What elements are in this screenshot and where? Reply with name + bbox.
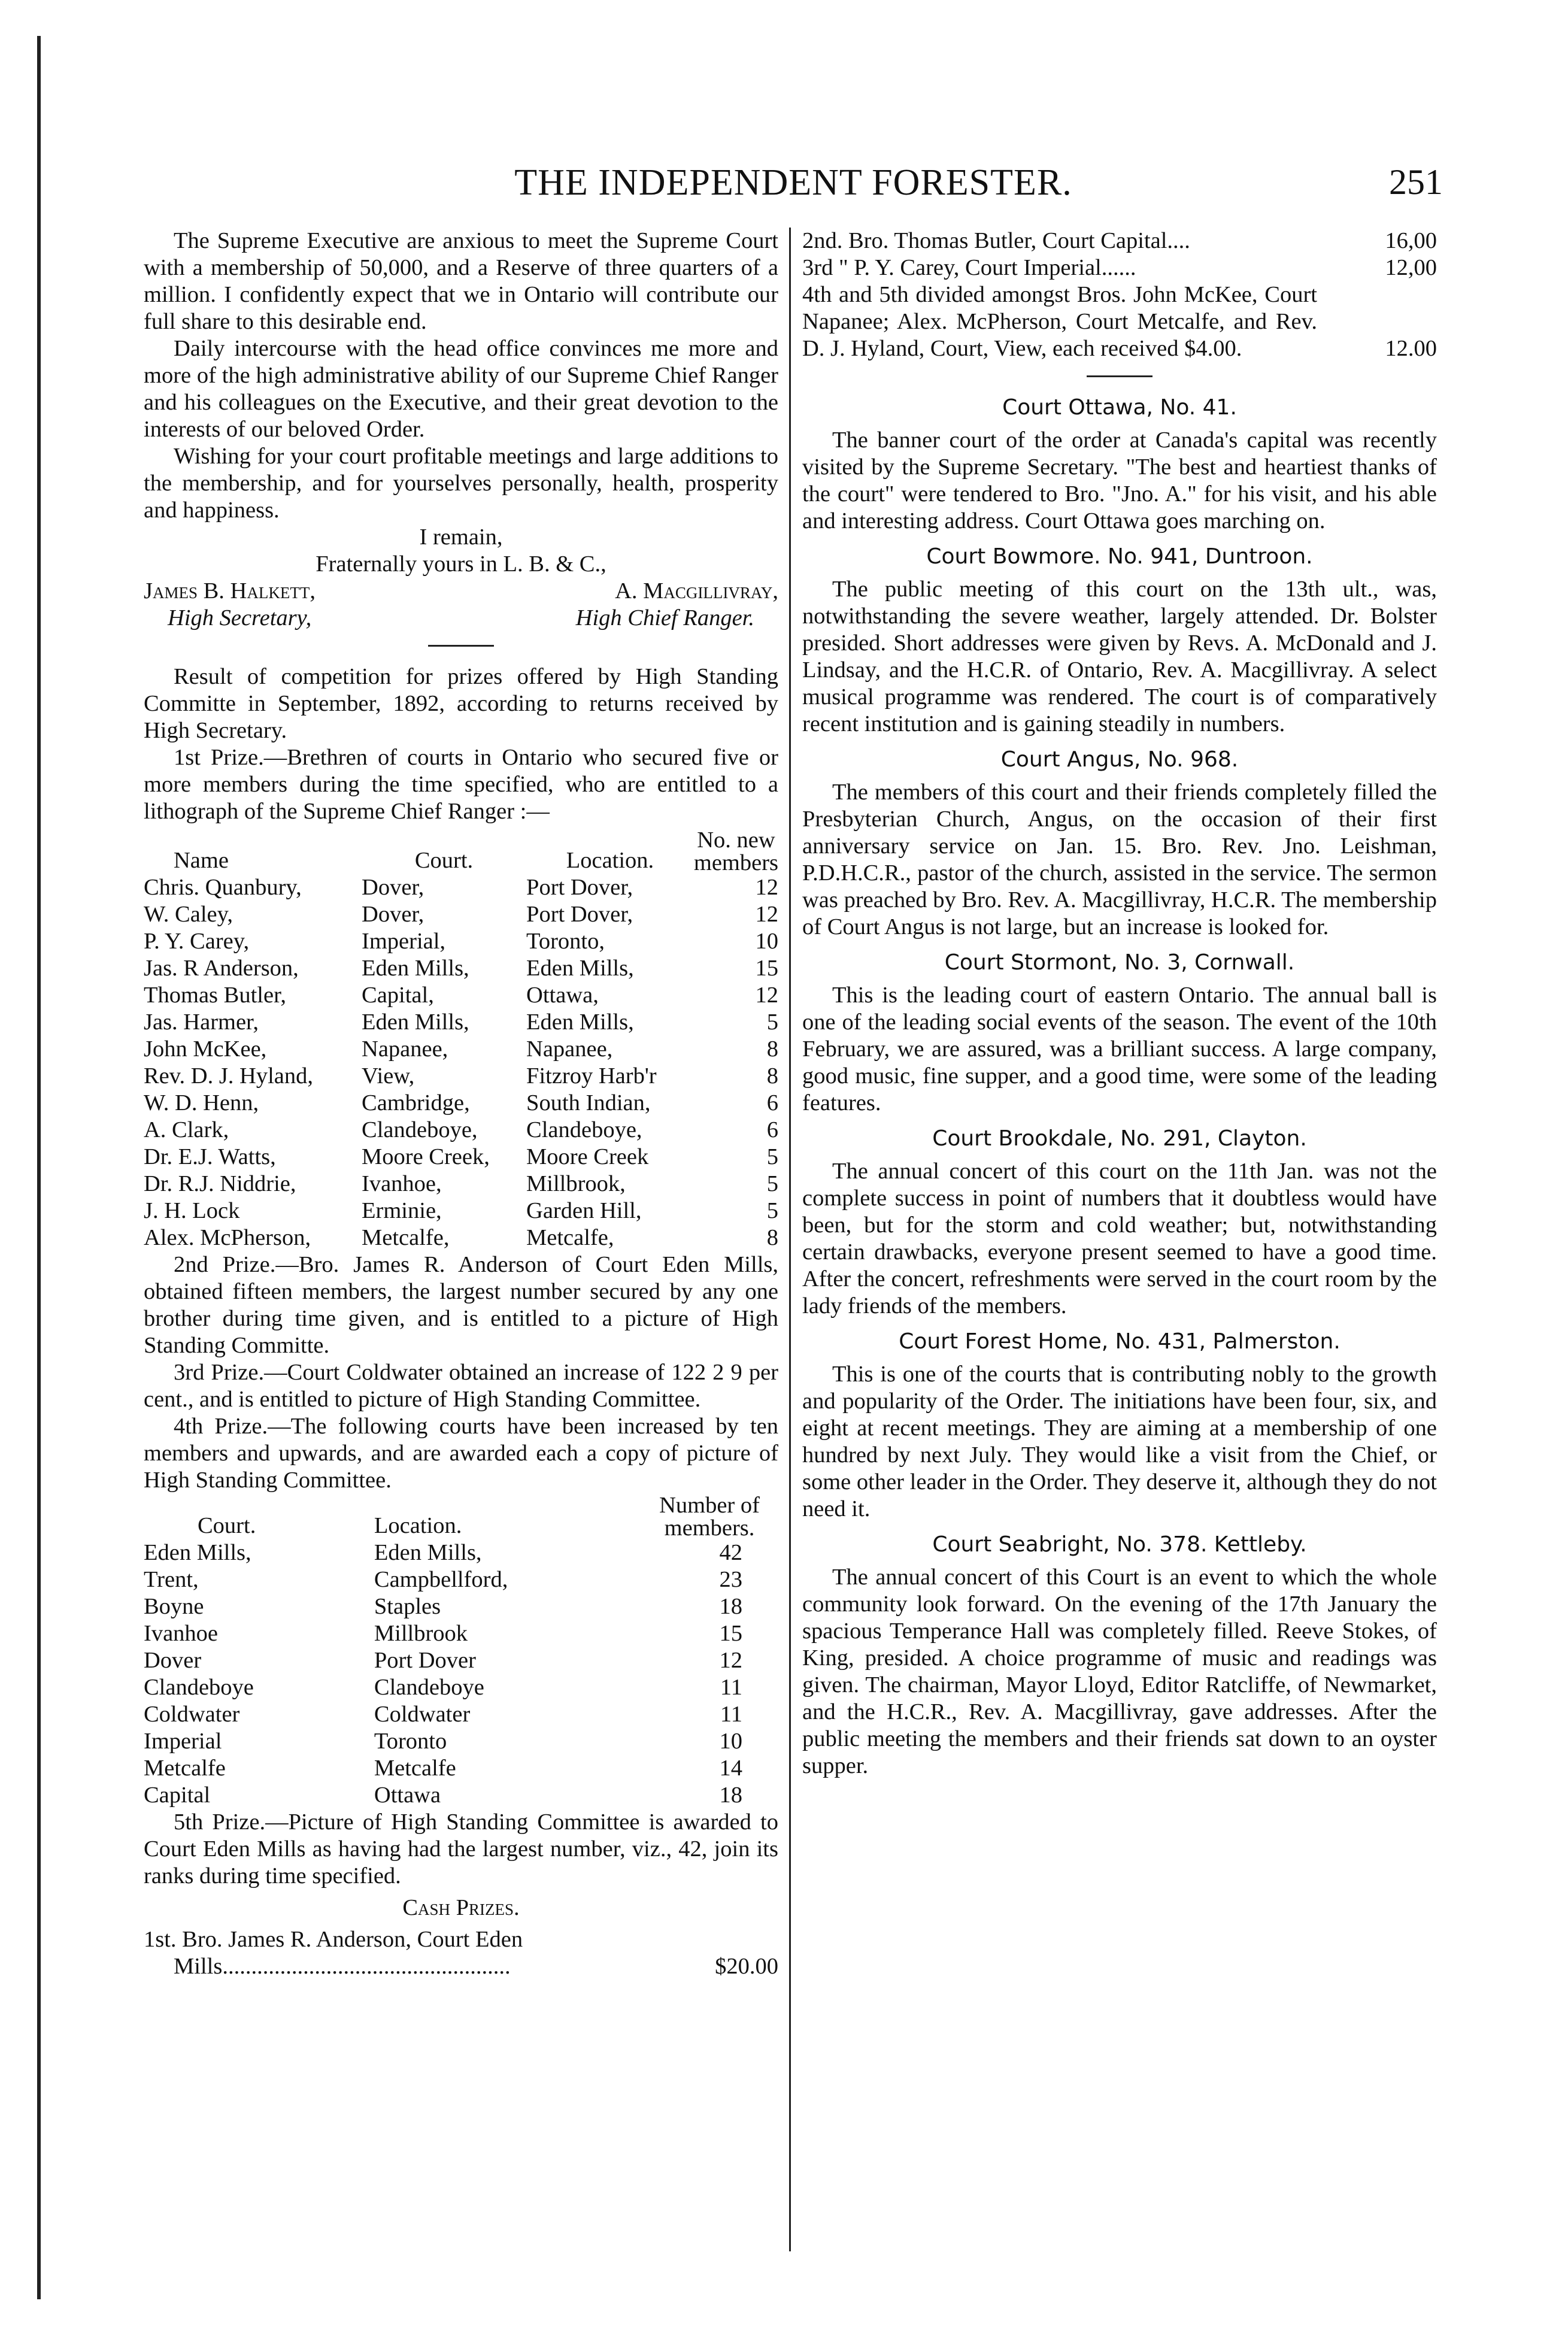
cash-prize-amount: 12.00: [1385, 336, 1437, 361]
winner-location: Port Dover,: [526, 902, 633, 927]
winner-court: Eden Mills,: [362, 1010, 469, 1035]
winner-count: 6: [766, 1090, 778, 1116]
winner-location: Moore Creek: [526, 1144, 649, 1169]
paragraph: The members of this court and their friends completely filled the Presbyterian Church, Angus, on the occasion of their first anniversary service on Jan. 15. Bro. Rev. Jno. Leishman, P.D.H.C.R., pastor of the church, assisted in the service. The sermon was preached by Bro. Rev. A. Macgillivray, H.C.R. The membership of Court Angus is not large, but an increase is looked for.: [802, 780, 1437, 939]
winner-location: Toronto,: [526, 929, 605, 954]
winner-name: Rev. D. J. Hyland,: [144, 1063, 314, 1089]
paragraph: Wishing for your court profitable meetings and large additions to the membership, and for yourselves personally, health, prosperity and happiness.: [144, 444, 778, 523]
closing-remain: I remain,: [419, 525, 503, 550]
table-row: [144, 955, 778, 982]
court-members: 10: [719, 1729, 742, 1754]
winner-count: 5: [766, 1010, 778, 1035]
cash-prize-line: [802, 281, 1437, 362]
cash-prize-line: [802, 254, 1437, 281]
column-header: Court.: [414, 848, 474, 873]
winner-name: Jas. R Anderson,: [144, 956, 299, 981]
winner-name: A. Clark,: [144, 1117, 229, 1142]
table-row: [144, 1224, 778, 1251]
table-row: [144, 1755, 778, 1782]
cash-prize-amount: 12,00: [1385, 255, 1437, 280]
court-members: 14: [719, 1756, 742, 1781]
winner-location: Eden Mills,: [526, 956, 634, 981]
signature-title: High Chief Ranger.: [575, 605, 754, 631]
section-divider: [1087, 375, 1153, 377]
court-members: 11: [720, 1675, 742, 1700]
cash-prize-label: Mills: [174, 1954, 223, 1979]
winner-count: 12: [755, 902, 778, 927]
winner-name: Thomas Butler,: [144, 983, 286, 1008]
paragraph: This is one of the courts that is contributing nobly to the growth and popularity of the Order. The initiations have been four, six, and eight at recent meetings. They are aiming at a membership of one hundred by next July. They would like a visit from the Chief, or some other leader in the Order. They deserve it, although they do not need it.: [802, 1362, 1437, 1521]
table-row: [144, 1198, 778, 1224]
signature-names: [144, 578, 778, 605]
table-row: [144, 928, 778, 955]
paragraph: 1st Prize.—Brethren of courts in Ontario who secured five or more members during the time specified, who are entitled to a lithograph of the Supreme Chief Ranger :—: [144, 745, 778, 824]
cash-prizes-heading: Cash Prizes.: [402, 1895, 520, 1920]
court-location: Staples: [374, 1594, 441, 1619]
winner-court: Erminie,: [362, 1198, 442, 1223]
table-row: [144, 1539, 778, 1566]
winner-court: Clandeboye,: [362, 1117, 478, 1142]
section-heading: Court Seabright, No. 378. Kettleby.: [932, 1532, 1307, 1557]
table-row: [144, 1728, 778, 1755]
paragraph: The public meeting of this court on the 13th ult., was, notwithstanding the severe weather, largely attended. Dr. Bolster presided. Short addresses were given by Revs. A. McDonald and J. Lindsay, and the H.C.R. of Ontario, Rev. A. Macgillivray. A select musical programme was rendered. The court is of comparatively recent institution and is gaining steadily in numbers.: [802, 577, 1437, 736]
winner-court: Dover,: [362, 875, 424, 900]
table-row: [144, 1090, 778, 1117]
paragraph: This is the leading court of eastern Ontario. The annual ball is one of the leading social events of the season. The event of the 10th February, we are assured, was a brilliant success. A large company, good music, fine supper, and a good time, were some of the leading features.: [802, 983, 1437, 1116]
paragraph: 4th Prize.—The following courts have been increased by ten members and upwards, and are awarded each a copy of picture of High Standing Committee.: [144, 1414, 778, 1493]
section-heading: Court Ottawa, No. 41.: [1002, 395, 1237, 420]
running-title: THE INDEPENDENT FORESTER.: [514, 162, 1072, 203]
section-heading: Court Bowmore. No. 941, Duntroon.: [926, 544, 1313, 569]
column-header: Number of members.: [659, 1493, 760, 1541]
paragraph: Daily intercourse with the head office convinces me more and more of the high administrative ability of our Supreme Chief Ranger and his colleagues on the Executive, and their great devotion to the interests of our beloved Order.: [144, 336, 778, 442]
signature-name: A. Macgillivray,: [615, 578, 778, 604]
winner-location: Millbrook,: [526, 1171, 626, 1196]
closing-fraternally: Fraternally yours in L. B. & C.,: [316, 551, 606, 577]
table-row: [144, 1117, 778, 1144]
winners-table: [144, 829, 778, 1251]
page-number: 251: [1389, 162, 1443, 202]
cash-prize-line: [802, 228, 1437, 254]
section-heading: Court Angus, No. 968.: [1000, 747, 1239, 772]
winner-location: Eden Mills,: [526, 1010, 634, 1035]
section-divider: [428, 645, 494, 647]
court-location: Port Dover: [374, 1648, 476, 1673]
cash-prize-amount: $20.00: [715, 1954, 778, 1979]
winner-count: 5: [766, 1171, 778, 1196]
column-header: Location.: [374, 1513, 462, 1538]
court-members: 18: [719, 1594, 742, 1619]
table-header-row: [144, 1494, 778, 1539]
court-location: Coldwater: [374, 1702, 471, 1727]
winner-name: Jas. Harmer,: [144, 1010, 259, 1035]
table-row: [144, 901, 778, 928]
court-location: Eden Mills,: [374, 1540, 482, 1565]
paragraph: 5th Prize.—Picture of High Standing Committee is awarded to Court Eden Mills as having had the largest number, viz., 42, join its ranks during time specified.: [144, 1809, 778, 1889]
court-location: Millbrook: [374, 1621, 468, 1646]
court-name: Ivanhoe: [144, 1621, 218, 1646]
winner-court: View,: [362, 1063, 415, 1089]
table-row: [144, 1593, 778, 1620]
section-heading: Court Stormont, No. 3, Cornwall.: [944, 950, 1295, 975]
winner-count: 5: [766, 1144, 778, 1169]
winner-count: 8: [766, 1063, 778, 1089]
winner-count: 12: [755, 875, 778, 900]
table-row: [144, 1566, 778, 1593]
court-location: Toronto: [374, 1729, 447, 1754]
court-name: Clandeboye: [144, 1675, 254, 1700]
court-name: Eden Mills,: [144, 1540, 251, 1565]
court-name: Dover: [144, 1648, 202, 1673]
court-location: Campbellford,: [374, 1567, 508, 1592]
winner-location: Napanee,: [526, 1036, 613, 1062]
winner-count: 8: [766, 1036, 778, 1062]
court-members: 42: [719, 1540, 742, 1565]
winner-court: Metcalfe,: [362, 1225, 450, 1250]
winner-name: W. Caley,: [144, 902, 233, 927]
court-name: Capital: [144, 1783, 211, 1808]
winner-count: 10: [755, 929, 778, 954]
table-row: [144, 1171, 778, 1198]
winner-count: 6: [766, 1117, 778, 1142]
winner-location: Metcalfe,: [526, 1225, 614, 1250]
winner-count: 12: [755, 983, 778, 1008]
winner-court: Imperial,: [362, 929, 446, 954]
winner-name: Alex. McPherson,: [144, 1225, 311, 1250]
paragraph: The annual concert of this court on the 11th Jan. was not the complete success in point of numbers that it doubtless would have been, but for the storm and cold weather; but, notwithstanding certain drawbacks, everyone present seemed to have a good time. After the concert, refreshments were served in the court room by the lady friends of the members.: [802, 1159, 1437, 1318]
cash-prize-line: 1st. Bro. James R. Anderson, Court Eden: [144, 1927, 523, 1952]
court-members: 11: [720, 1702, 742, 1727]
table-row: [144, 1620, 778, 1647]
winner-court: Ivanhoe,: [362, 1171, 442, 1196]
column-divider: [789, 228, 791, 2251]
winner-location: South Indian,: [526, 1090, 651, 1116]
winner-location: Fitzroy Harb'r: [526, 1063, 657, 1089]
winner-location: Ottawa,: [526, 983, 599, 1008]
cash-prize-line: Mills .................................................. $20.00: [174, 1954, 778, 1979]
page-header: [144, 162, 1443, 222]
paragraph: 2nd Prize.—Bro. James R. Anderson of Court Eden Mills, obtained fifteen members, the largest number secured by any one brother during time given, and is entitled to a picture of High Standing Committe.: [144, 1252, 778, 1358]
column-header: No. new members: [693, 827, 778, 875]
winner-court: Eden Mills,: [362, 956, 469, 981]
court-name: Imperial: [144, 1729, 222, 1754]
column-header: Location.: [566, 848, 654, 873]
signature-titles: [144, 605, 778, 632]
table-row: [144, 1782, 778, 1809]
table-row: [144, 1036, 778, 1063]
section-heading: Court Brookdale, No. 291, Clayton.: [932, 1126, 1307, 1151]
winner-court: Dover,: [362, 902, 424, 927]
cash-prize-label: 3rd " P. Y. Carey, Court Imperial......: [802, 255, 1136, 280]
winner-name: J. H. Lock: [144, 1198, 240, 1223]
paragraph: The banner court of the order at Canada's capital was recently visited by the Supreme Secretary. "The best and heartiest thanks of the court" were tendered to Bro. "Jno. A." for his visit, and his able and interesting address. Court Ottawa goes marching on.: [802, 428, 1437, 534]
table-row: [144, 1063, 778, 1090]
winner-name: Dr. R.J. Niddrie,: [144, 1171, 296, 1196]
court-members: 15: [719, 1621, 742, 1646]
cash-prize-label: 2nd. Bro. Thomas Butler, Court Capital....: [802, 228, 1190, 253]
courts-table: [144, 1494, 778, 1809]
table-row: [144, 1144, 778, 1171]
court-name: Metcalfe: [144, 1756, 226, 1781]
column-header: Court.: [198, 1513, 256, 1538]
signature-name: James B. Halkett,: [144, 578, 316, 604]
right-column: [802, 228, 1437, 1780]
winner-location: Clandeboye,: [526, 1117, 642, 1142]
column-header: Name: [174, 848, 229, 873]
signature-title: High Secretary,: [168, 605, 312, 631]
winner-name: W. D. Henn,: [144, 1090, 259, 1116]
winner-court: Napanee,: [362, 1036, 448, 1062]
court-location: Metcalfe: [374, 1756, 456, 1781]
table-row: [144, 1674, 778, 1701]
winner-court: Cambridge,: [362, 1090, 470, 1116]
table-row: [144, 1701, 778, 1728]
court-name: Boyne: [144, 1594, 204, 1619]
winner-court: Moore Creek,: [362, 1144, 490, 1169]
table-row: [144, 874, 778, 901]
table-header-row: [144, 829, 778, 874]
winner-count: 15: [755, 956, 778, 981]
winner-location: Garden Hill,: [526, 1198, 642, 1223]
court-location: Clandeboye: [374, 1675, 484, 1700]
court-location: Ottawa: [374, 1783, 441, 1808]
paragraph: 3rd Prize.—Court Coldwater obtained an increase of 122 2 9 per cent., and is entitled to picture of High Standing Committee.: [144, 1360, 778, 1412]
court-name: Trent,: [144, 1567, 199, 1592]
table-row: [144, 1647, 778, 1674]
cash-prize-amount: 16,00: [1385, 228, 1437, 253]
winner-count: 5: [766, 1198, 778, 1223]
court-name: Coldwater: [144, 1702, 240, 1727]
court-members: 18: [719, 1783, 742, 1808]
binding-edge-rule: [37, 36, 41, 2299]
left-column: [144, 228, 778, 1980]
winner-name: Dr. E.J. Watts,: [144, 1144, 276, 1169]
winner-name: Chris. Quanbury,: [144, 875, 302, 900]
court-members: 23: [719, 1567, 742, 1592]
winner-count: 8: [766, 1225, 778, 1250]
paragraph: The annual concert of this Court is an event to which the whole community look forward. On the evening of the 17th January the spacious Temperance Hall was completely filled. Reeve Stokes, of King, presided. A choice programme of music and readings was given. The chairman, Mayor Lloyd, Editor Ratcliffe, of Newmarket, and the H.C.R., Rev. A. Macgillivray, gave addresses. After the public meeting the members and their friends sat down to an oyster supper.: [802, 1565, 1437, 1778]
section-heading: Court Forest Home, No. 431, Palmerston.: [899, 1329, 1340, 1354]
winner-court: Capital,: [362, 983, 434, 1008]
winner-name: P. Y. Carey,: [144, 929, 250, 954]
winner-name: John McKee,: [144, 1036, 267, 1062]
court-members: 12: [719, 1648, 742, 1673]
paragraph: Result of competition for prizes offered by High Standing Committe in September, 1892, according to returns received by High Secretary.: [144, 664, 778, 743]
table-row: [144, 1009, 778, 1036]
paragraph: The Supreme Executive are anxious to meet the Supreme Court with a membership of 50,000, and a Reserve of three quarters of a million. I confidently expect that we in Ontario will contribute our full share to this desirable end.: [144, 228, 778, 334]
winner-location: Port Dover,: [526, 875, 633, 900]
cash-prize-label: 4th and 5th divided amongst Bros. John McKee, Court Napanee; Alex. McPherson, Court Metcalfe, and Rev. D. J. Hyland, Court, View, each received $4.00.: [802, 282, 1317, 361]
table-row: [144, 982, 778, 1009]
